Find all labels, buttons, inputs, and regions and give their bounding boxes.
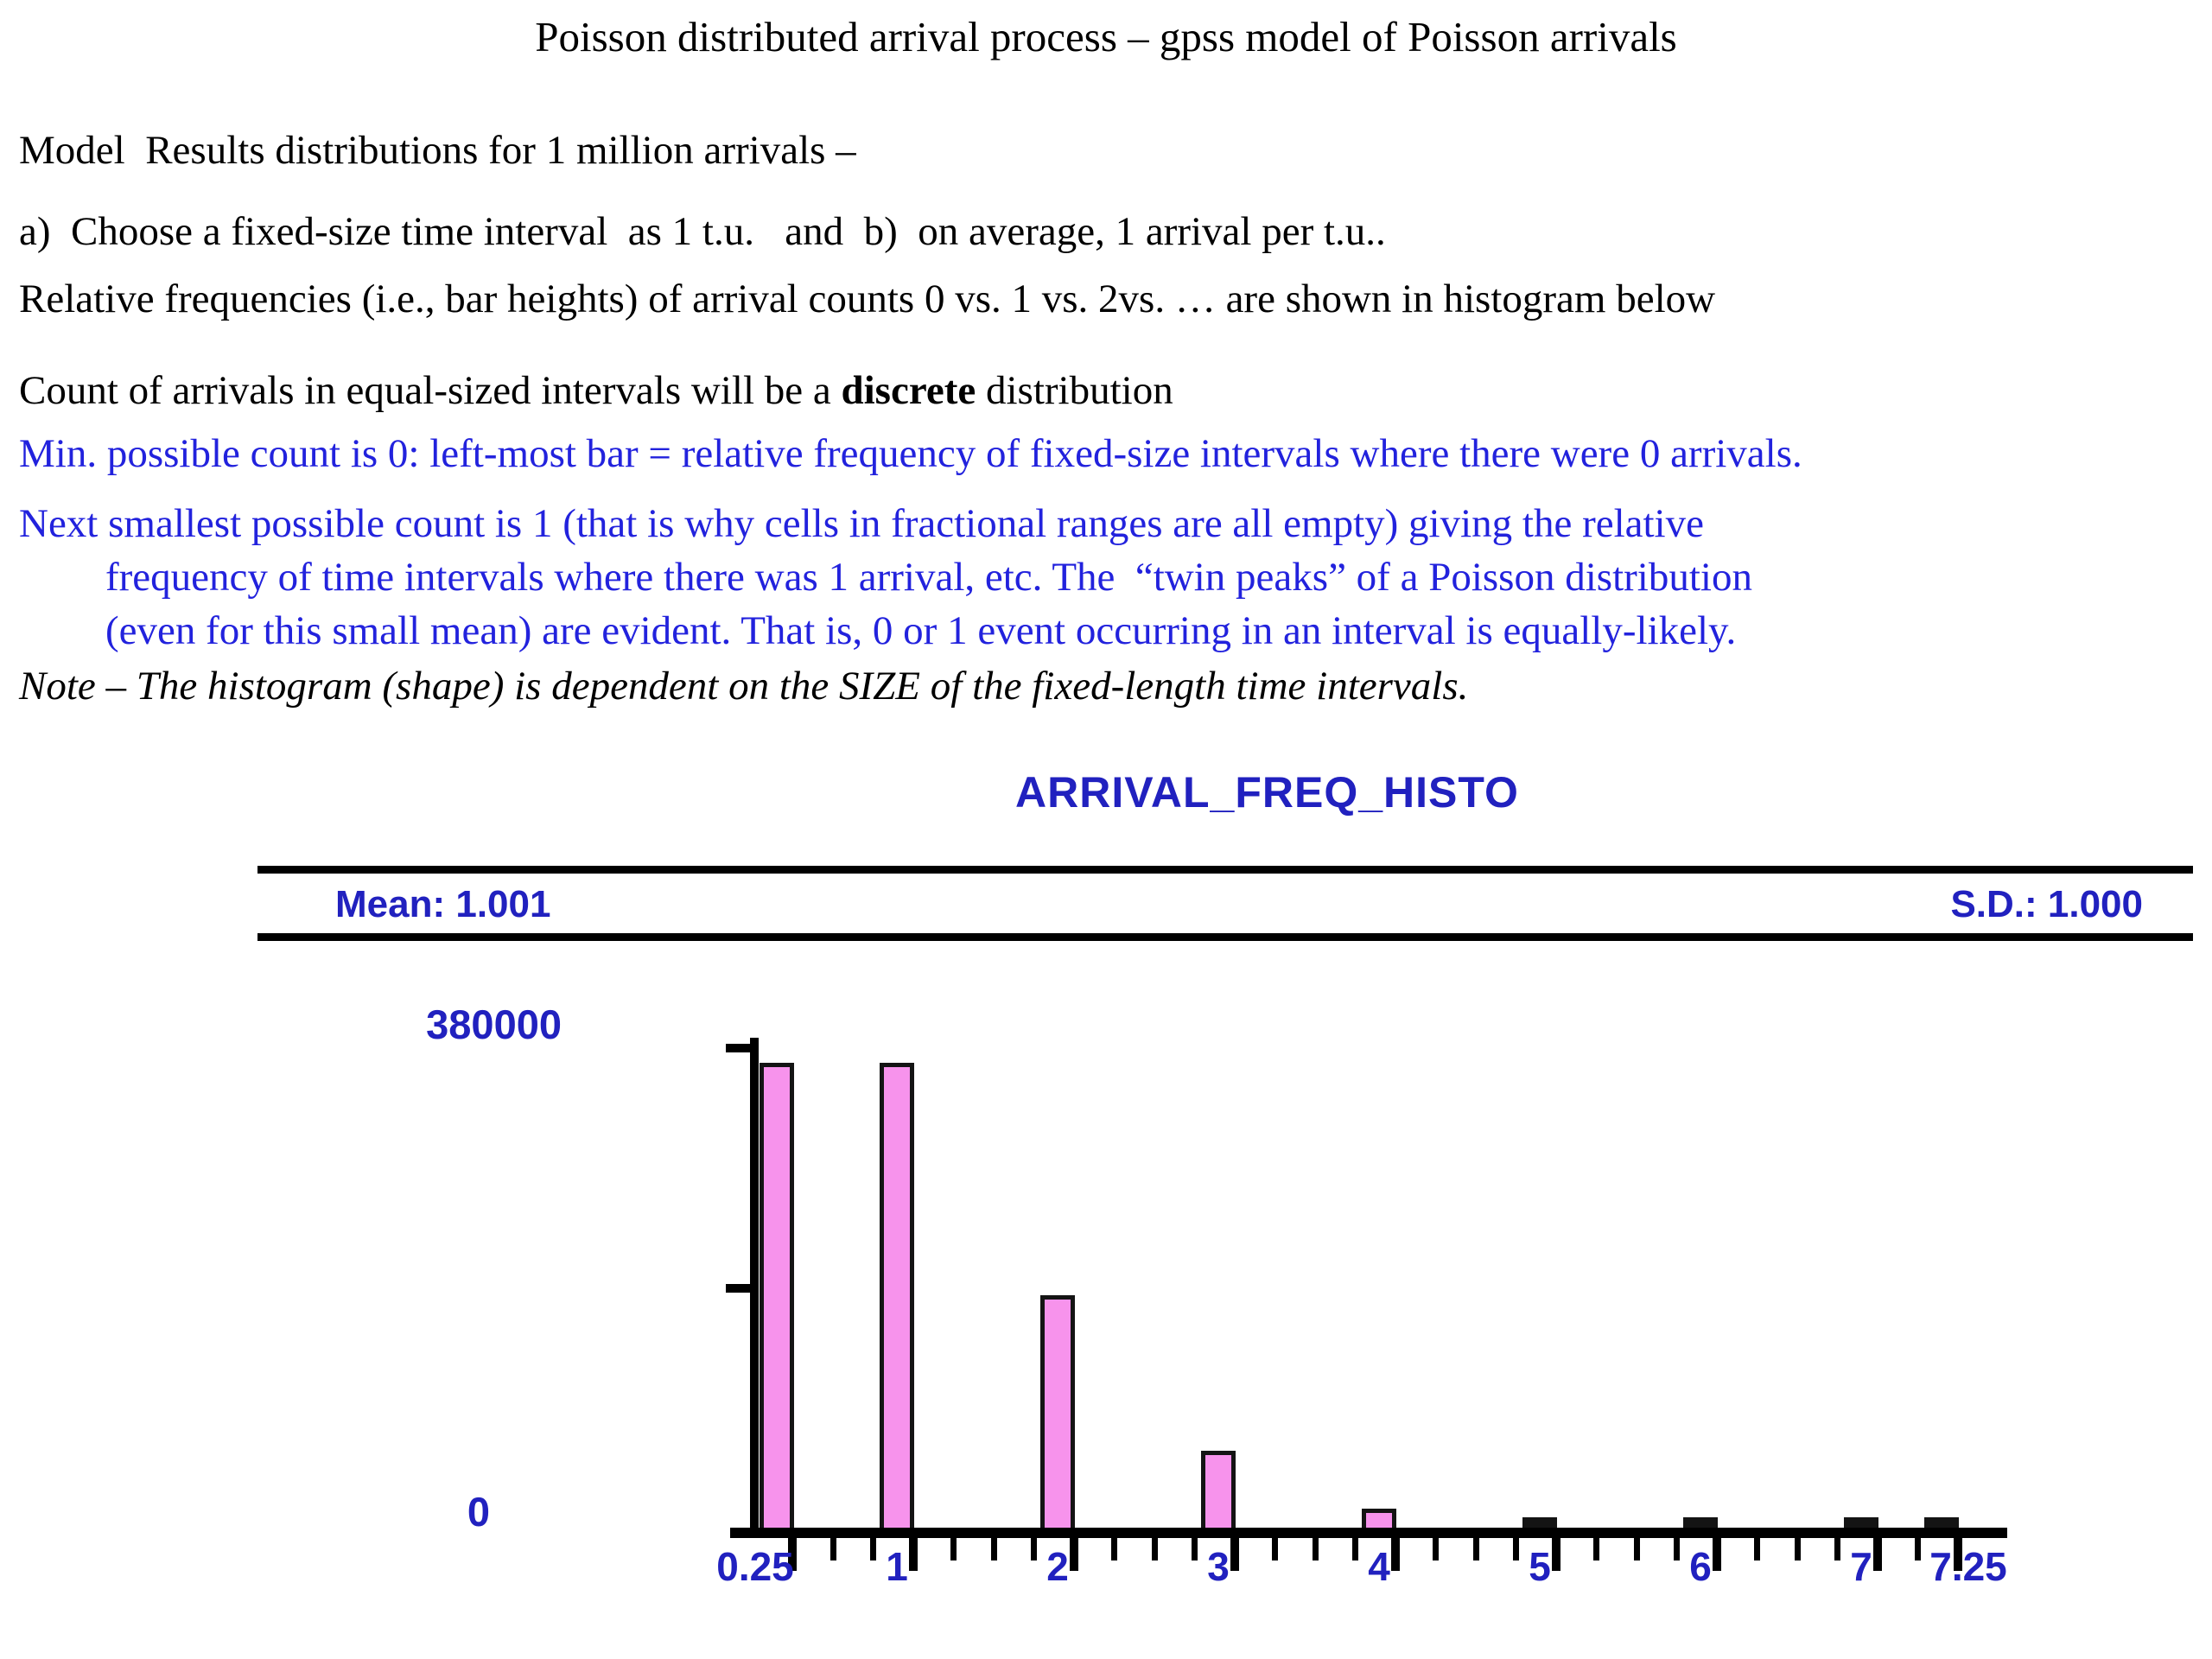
x-axis-minor-tick <box>950 1536 957 1560</box>
x-axis-label-7: 7 <box>1850 1544 1872 1589</box>
x-axis-minor-tick <box>1834 1536 1840 1560</box>
relative-frequencies-line: Relative frequencies (i.e., bar heights) of arrival counts 0 vs. 1 vs. 2vs. … are shown in histogram below <box>19 276 1716 321</box>
x-axis-label-6: 6 <box>1689 1544 1712 1589</box>
x-axis-major-tick <box>1552 1536 1560 1571</box>
histogram-bar-count-0 <box>760 1063 794 1528</box>
x-axis-minor-tick <box>1915 1536 1921 1560</box>
y-axis-zero-label: 0 <box>467 1489 490 1535</box>
x-axis-minor-tick <box>1313 1536 1319 1560</box>
x-axis-minor-tick <box>1192 1536 1198 1560</box>
x-axis-label-3: 3 <box>1207 1544 1230 1589</box>
histogram-bar-count-7 <box>1844 1517 1878 1528</box>
sd-value-label: S.D.: 1.000 <box>1950 883 2143 925</box>
x-axis-label-2: 2 <box>1046 1544 1069 1589</box>
y-axis-tick <box>726 1284 759 1293</box>
x-axis-label-0.25: 0.25 <box>716 1544 794 1589</box>
x-axis-minor-tick <box>1433 1536 1439 1560</box>
x-axis-minor-tick <box>991 1536 997 1560</box>
histogram-bar-count-8+ <box>1924 1517 1959 1528</box>
y-axis-max-label: 380000 <box>426 1001 562 1047</box>
discrete-line-post: distribution <box>976 368 1173 413</box>
model-results-line: Model Results distributions for 1 million arrivals – <box>19 128 856 173</box>
x-axis-minor-tick <box>830 1536 836 1560</box>
histogram-bar-count-2 <box>1040 1295 1075 1528</box>
blue-note-line-3: frequency of time intervals where there was 1 arrival, etc. The “twin peaks” of a Poisson distribution <box>105 555 1752 600</box>
histogram-bar-count-5 <box>1522 1517 1557 1528</box>
histogram-bar-count-4 <box>1362 1509 1396 1528</box>
histogram-bar-count-6 <box>1683 1517 1718 1528</box>
x-axis-major-tick <box>1070 1536 1078 1571</box>
x-axis-minor-tick <box>1031 1536 1037 1560</box>
y-axis-tick <box>726 1044 759 1052</box>
x-axis-minor-tick <box>1795 1536 1801 1560</box>
x-axis-minor-tick <box>870 1536 876 1560</box>
interval-choice-line: a) Choose a fixed-size time interval as 1 t.u. and b) on average, 1 arrival per t.u.. <box>19 209 1386 254</box>
page-title: Poisson distributed arrival process – gpss model of Poisson arrivals <box>535 13 1677 60</box>
x-axis-minor-tick <box>1593 1536 1599 1560</box>
chart-title: ARRIVAL_FREQ_HISTO <box>1015 768 1519 817</box>
x-axis-label-4: 4 <box>1368 1544 1390 1589</box>
x-axis-label-5: 5 <box>1529 1544 1551 1589</box>
blue-note-line-4: (even for this small mean) are evident. That is, 0 or 1 event occurring in an interval is equally-likely. <box>105 608 1737 653</box>
x-axis-label-1: 1 <box>886 1544 908 1589</box>
x-axis-minor-tick <box>1352 1536 1358 1560</box>
x-axis-minor-tick <box>1674 1536 1680 1560</box>
x-axis-major-tick <box>1391 1536 1400 1571</box>
x-axis-minor-tick <box>1513 1536 1519 1560</box>
x-axis-minor-tick <box>1754 1536 1760 1560</box>
mean-value-label: Mean: 1.001 <box>335 883 551 925</box>
blue-note-line-2: Next smallest possible count is 1 (that is why cells in fractional ranges are all empty) giving the relative <box>19 501 1704 546</box>
x-axis-label-7.25: 7.25 <box>1929 1544 2007 1589</box>
discrete-line-pre: Count of arrivals in equal-sized intervals will be a <box>19 368 842 413</box>
x-axis-minor-tick <box>1473 1536 1479 1560</box>
histogram-shape-note: Note – The histogram (shape) is dependent on the SIZE of the fixed-length time intervals. <box>19 664 1469 709</box>
histogram-bar-count-3 <box>1201 1451 1236 1528</box>
blue-note-line-1: Min. possible count is 0: left-most bar = relative frequency of fixed-size intervals where there were 0 arrivals. <box>19 431 1802 476</box>
x-axis-major-tick <box>909 1536 918 1571</box>
x-axis-major-tick <box>1230 1536 1239 1571</box>
histogram-bar-count-1 <box>880 1063 914 1528</box>
x-axis-minor-tick <box>1272 1536 1278 1560</box>
discrete-word: discrete <box>841 368 976 413</box>
x-axis-major-tick <box>1873 1536 1882 1571</box>
x-axis-major-tick <box>1713 1536 1721 1571</box>
x-axis-minor-tick <box>1111 1536 1117 1560</box>
x-axis-minor-tick <box>1634 1536 1640 1560</box>
x-axis-line <box>730 1528 2007 1538</box>
x-axis-minor-tick <box>1152 1536 1158 1560</box>
